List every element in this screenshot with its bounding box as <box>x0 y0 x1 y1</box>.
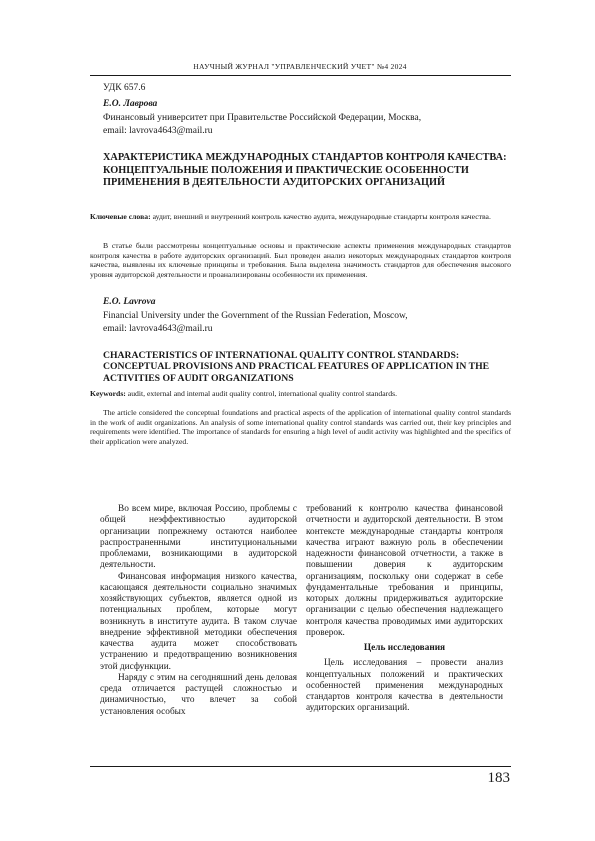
affiliation-ru-text: Финансовый университет при Правительстве Российской Федерации, Москва, <box>103 113 422 123</box>
body-column-left <box>100 504 297 718</box>
affiliation-en <box>103 310 508 335</box>
author-name-ru: Е.О. Лаврова <box>103 99 158 109</box>
keywords-ru <box>90 212 511 222</box>
keywords-en <box>90 389 511 399</box>
email-en: email: lavrova4643@mail.ru <box>103 323 213 334</box>
abstract-en: The article considered the conceptual foundations and practical aspects of the application of international quality control standards in the work of audit organizations. An analysis of some international quality control standards was carried out, their key principles and requirements were identified. The importance of standards for ensuring a high level of audit activity was highlighted and the specifics of their application were analyzed. <box>90 408 511 446</box>
author-name-en: E.O. Lavrova <box>103 297 156 307</box>
affiliation-en-text: Financial University under the Government of the Russian Federation, Moscow, <box>103 311 408 321</box>
section-heading: Цель исследования <box>363 643 446 653</box>
abstract-ru: В статье были рассмотрены концептуальные основы и практические аспекты применения международных стандартов контроля качества в работе аудиторских организаций. Был проведен анализ некоторых международных стандартов контроля качества, выявлены их ключевые принципы и требования. Была выделена значимость стандартов для обеспечения высокого уровня аудиторской деятельности и проанализированы особенности их применения. <box>90 241 511 279</box>
email-ru: email: lavrova4643@mail.ru <box>103 125 213 136</box>
keywords-label-ru: Ключевые слова: <box>90 212 151 221</box>
body-paragraph: Наряду с этим на сегодняшний день деловая среда отличается растущей сложностью и динамичностью, что влечет за собой установления особых <box>100 672 297 717</box>
page-number: 183 <box>487 770 510 786</box>
body-paragraph: Цель исследования – провести анализ концептуальных положений и практических особенностей применения международных стандартов контроля качества в деятельности аудиторских организаций. <box>306 658 503 714</box>
journal-header: НАУЧНЫЙ ЖУРНАЛ "УПРАВЛЕНЧЕСКИЙ УЧЕТ" №4 2024 <box>193 62 407 71</box>
header-divider <box>90 75 511 76</box>
body-paragraph: Финансовая информация низкого качества, касающаяся деятельности социально значимых хозяйствующих субъектов, является одной из потенциальных проблем, которые могут возникнуть в институте аудита. В таком случае внедрение эффективной методики обеспечения качества аудита может способствовать устранению и предотвращению возникновения этой дисфункции. <box>100 571 297 672</box>
article-title-ru: ХАРАКТЕРИСТИКА МЕЖДУНАРОДНЫХ СТАНДАРТОВ КОНТРОЛЯ КАЧЕСТВА: КОНЦЕПТУАЛЬНЫЕ ПОЛОЖЕНИЯ И ПРАКТИЧЕСКИЕ ОСОБЕННОСТИ ПРИМЕНЕНИЯ В ДЕЯТЕЛЬНОСТИ АУДИТОРСКИХ ОРГАНИЗАЦИЙ <box>103 152 507 189</box>
body-paragraph-continued: требований к контролю качества финансовой отчетности и аудиторской деятельности. В этом контексте международные стандарты контроля качества играют важную роль в обеспечении надежности финансовой отчетности, а также в повышении доверия к аудиторским организациям, поскольку они содержат в себе фундаментальные требования и принципы, которых должны придерживаться аудиторские организации с целью обеспечения надлежащего контроля качества проводимых ими аудиторских проверок. <box>306 504 503 638</box>
keywords-text-ru: аудит, внешний и внутренний контроль качество аудита, международные стандарты контроля качества. <box>150 212 491 221</box>
footer-divider <box>90 766 511 767</box>
article-title-en: CHARACTERISTICS OF INTERNATIONAL QUALITY CONTROL STANDARDS: CONCEPTUAL PROVISIONS AND PRACTICAL FEATURES OF APPLICATION IN THE ACTIVITIES OF AUDIT ORGANIZATIONS <box>103 350 490 384</box>
udk-code: УДК 657.6 <box>103 83 146 93</box>
body-column-right <box>306 504 503 715</box>
keywords-label-en: Keywords: <box>90 389 126 398</box>
affiliation-ru <box>103 112 508 137</box>
keywords-text-en: audit, external and internal audit quality control, international quality control standards. <box>125 389 397 398</box>
body-paragraph: Во всем мире, включая Россию, проблемы с общей неэффективностью аудиторской организации попрежнему остаются наиболее распространенными институциональными проблемами, возникающими в аудиторской деятельности. <box>100 504 297 571</box>
